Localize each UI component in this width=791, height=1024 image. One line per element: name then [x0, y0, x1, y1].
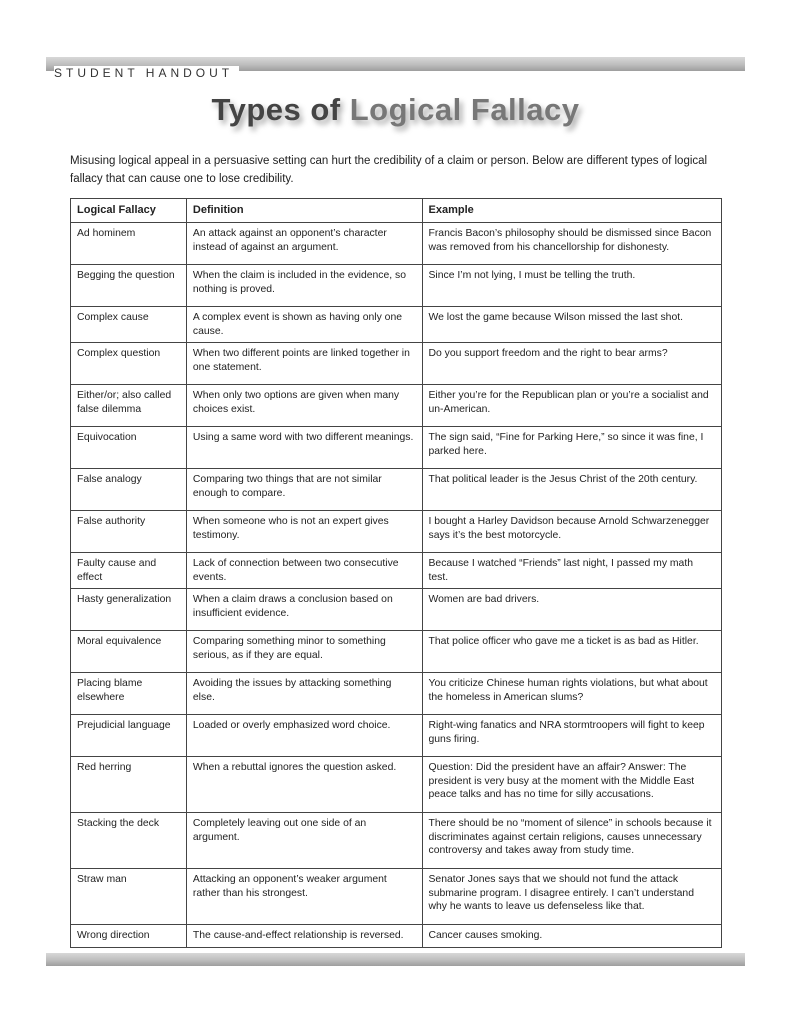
fallacy-definition: An attack against an opponent’s character instead of against an argument.: [186, 223, 422, 265]
fallacy-example: That police officer who gave me a ticket is as bad as Hitler.: [422, 631, 722, 673]
fallacy-example: Women are bad drivers.: [422, 589, 722, 631]
header-logical-fallacy: Logical Fallacy: [71, 199, 187, 223]
fallacy-example: The sign said, “Fine for Parking Here,” so since it was fine, I parked here.: [422, 427, 722, 469]
table-row: [71, 925, 722, 948]
table-row: [71, 869, 722, 925]
fallacy-definition: Attacking an opponent’s weaker argument rather than his strongest.: [186, 869, 422, 925]
fallacy-example: I bought a Harley Davidson because Arnold Schwarzenegger says it’s the best motorcycle.: [422, 511, 722, 553]
fallacy-name: Ad hominem: [71, 223, 187, 265]
fallacy-definition: Completely leaving out one side of an argument.: [186, 813, 422, 869]
fallacy-definition: Loaded or overly emphasized word choice.: [186, 715, 422, 757]
table-row: [71, 673, 722, 715]
table-row: [71, 223, 722, 265]
fallacy-example: You criticize Chinese human rights violations, but what about the homeless in American slums?: [422, 673, 722, 715]
table-row: [71, 589, 722, 631]
fallacy-definition: When two different points are linked together in one statement.: [186, 343, 422, 385]
table-row: [71, 511, 722, 553]
fallacy-name: Begging the question: [71, 265, 187, 307]
title-part-2: Logical Fallacy: [349, 92, 580, 127]
fallacy-definition: When a rebuttal ignores the question asked.: [186, 757, 422, 813]
fallacy-name: False authority: [71, 511, 187, 553]
table-header-row: [71, 199, 722, 223]
fallacy-definition: Using a same word with two different meanings.: [186, 427, 422, 469]
fallacy-example: That political leader is the Jesus Christ of the 20th century.: [422, 469, 722, 511]
page-title-text: [211, 92, 579, 127]
fallacy-definition: When someone who is not an expert gives testimony.: [186, 511, 422, 553]
fallacy-definition: When only two options are given when many choices exist.: [186, 385, 422, 427]
fallacy-name: Red herring: [71, 757, 187, 813]
page-title: [0, 92, 791, 128]
fallacy-example: We lost the game because Wilson missed the last shot.: [422, 307, 722, 343]
bottom-decorative-bar: [46, 953, 745, 966]
fallacy-example: Senator Jones says that we should not fund the attack submarine program. I disagree entirely. I can’t understand why he wants to leave us defenseless like that.: [422, 869, 722, 925]
table-row: [71, 553, 722, 589]
table-row: [71, 757, 722, 813]
student-handout-label: STUDENT HANDOUT: [54, 66, 239, 80]
fallacy-name: Hasty generalization: [71, 589, 187, 631]
fallacy-name: Equivocation: [71, 427, 187, 469]
fallacy-example: Since I’m not lying, I must be telling the truth.: [422, 265, 722, 307]
table-row: [71, 813, 722, 869]
fallacy-name: Placing blame elsewhere: [71, 673, 187, 715]
fallacy-example: Question: Did the president have an affair? Answer: The president is very busy at the moment with the Middle East peace talks and has no time for silly accusations.: [422, 757, 722, 813]
fallacy-definition: Comparing two things that are not similar enough to compare.: [186, 469, 422, 511]
fallacy-name: Prejudicial language: [71, 715, 187, 757]
table-row: [71, 427, 722, 469]
fallacy-name: Moral equivalence: [71, 631, 187, 673]
fallacy-example: Do you support freedom and the right to bear arms?: [422, 343, 722, 385]
fallacy-definition: When a claim draws a conclusion based on insufficient evidence.: [186, 589, 422, 631]
fallacy-name: Straw man: [71, 869, 187, 925]
table-row: [71, 469, 722, 511]
table-row: [71, 385, 722, 427]
fallacy-table: [70, 198, 722, 948]
fallacy-name: Faulty cause and effect: [71, 553, 187, 589]
title-part-1: Types of: [211, 92, 350, 127]
fallacy-example: There should be no “moment of silence” in schools because it discriminates against certain religions, causes unnecessary controversy and takes away from study time.: [422, 813, 722, 869]
fallacy-definition: When the claim is included in the evidence, so nothing is proved.: [186, 265, 422, 307]
fallacy-name: Stacking the deck: [71, 813, 187, 869]
table-row: [71, 343, 722, 385]
fallacy-definition: The cause-and-effect relationship is reversed.: [186, 925, 422, 948]
table-row: [71, 265, 722, 307]
fallacy-example: Cancer causes smoking.: [422, 925, 722, 948]
header-definition: Definition: [186, 199, 422, 223]
fallacy-definition: Avoiding the issues by attacking something else.: [186, 673, 422, 715]
fallacy-example: Francis Bacon’s philosophy should be dismissed since Bacon was removed from his chancellorship for dishonesty.: [422, 223, 722, 265]
fallacy-definition: A complex event is shown as having only one cause.: [186, 307, 422, 343]
fallacy-name: Complex cause: [71, 307, 187, 343]
table-row: [71, 631, 722, 673]
fallacy-example: Either you’re for the Republican plan or you’re a socialist and un-American.: [422, 385, 722, 427]
fallacy-name: Either/or; also called false dilemma: [71, 385, 187, 427]
fallacy-example: Because I watched “Friends” last night, I passed my math test.: [422, 553, 722, 589]
header-example: Example: [422, 199, 722, 223]
fallacy-example: Right-wing fanatics and NRA stormtroopers will fight to keep guns firing.: [422, 715, 722, 757]
table-row: [71, 715, 722, 757]
intro-paragraph: Misusing logical appeal in a persuasive setting can hurt the credibility of a claim or person. Below are different types of logical fallacy that can cause one to lose credibility.: [70, 155, 708, 185]
table-row: [71, 307, 722, 343]
fallacy-name: Wrong direction: [71, 925, 187, 948]
fallacy-definition: Comparing something minor to something serious, as if they are equal.: [186, 631, 422, 673]
fallacy-name: False analogy: [71, 469, 187, 511]
fallacy-definition: Lack of connection between two consecutive events.: [186, 553, 422, 589]
fallacy-name: Complex question: [71, 343, 187, 385]
